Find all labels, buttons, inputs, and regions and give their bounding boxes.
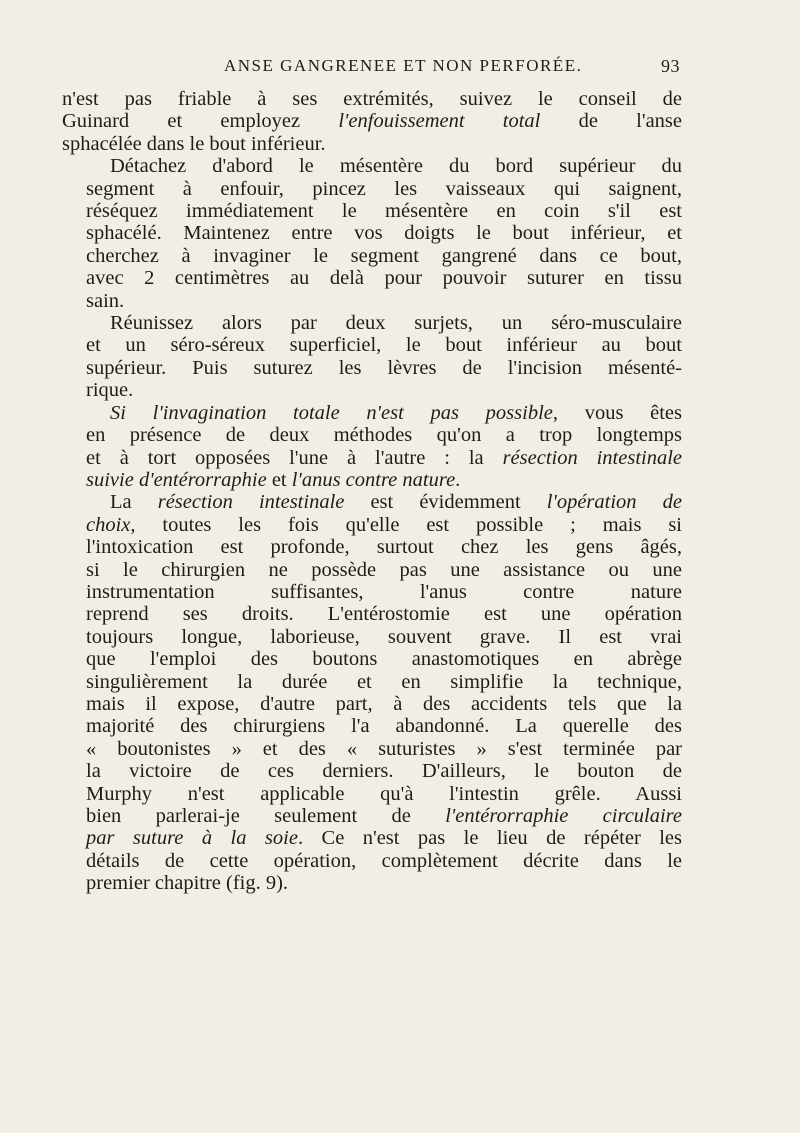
text-run: . Ce n'est pas le lieu de répéter les [297,827,683,850]
text-run: rique. [86,379,134,402]
text-line [62,290,682,312]
text-run: est évidemment [344,491,547,514]
text-run: n'est pas friable à ses extrémités, suivez le conseil de [62,88,682,110]
italic-text-run: suivie d'entérorraphie [86,468,267,491]
text-line [62,200,682,222]
text-line [62,245,682,267]
italic-text-run: l'opération de [546,491,682,514]
text-line [62,760,682,782]
text-run: que l'emploi des boutons anastomotiques en abrège [86,648,682,671]
paragraph [62,312,682,402]
text-run: , toutes les fois qu'elle est possible ; mais si [130,513,682,536]
text-run: instrumentation suffisantes, l'anus contre nature [86,580,682,603]
text-line [62,222,682,244]
text-line [62,88,682,110]
text-line [62,783,682,805]
text-line [62,827,682,849]
italic-text-run: résection intestinale [157,491,345,514]
paragraph [62,491,682,894]
text-line [62,603,682,625]
text-line [62,379,682,401]
text-line [62,447,682,469]
text-line [62,424,682,446]
text-run: Réunissez alors par deux surjets, un séro-musculaire [110,312,682,335]
text-run: « boutonistes » et des « suturistes » s'est terminée par [86,737,682,760]
text-line [62,514,682,536]
text-run: sphacélé. Maintenez entre vos doigts le bout inférieur, et [86,222,682,245]
text-line [62,357,682,379]
text-run: toujours longue, laborieuse, souvent grave. Il est vrai [86,625,682,648]
text-line [62,312,682,334]
text-run: bien parlerai-je seulement de [86,805,446,827]
text-line [62,491,682,513]
text-run: mais il expose, d'autre part, à des accidents tels que la [86,692,682,715]
text-line [62,178,682,200]
text-run: reprend ses droits. L'entérostomie est une opération [86,603,682,626]
text-run: segment à enfouir, pincez les vaisseaux qui saignent, [86,177,682,200]
text-line [62,469,682,491]
italic-text-run: par suture à la soie [86,827,298,850]
text-run: de l'anse [540,110,683,133]
text-line [62,805,682,827]
text-line [62,267,682,289]
text-line [62,648,682,670]
paragraph [62,402,682,492]
text-run: détails de cette opération, complètement décrite dans le [86,849,682,872]
text-run: la victoire de ces derniers. D'ailleurs, le bouton de [86,760,682,783]
text-run: Détachez d'abord le mésentère du bord supérieur du [110,155,682,178]
running-head-title: ANSE GANGRENEE ET NON PERFORÉE. [224,56,583,75]
text-run: supérieur. Puis suturez les lèvres de l'incision mésenté- [86,356,682,379]
running-head [120,56,680,86]
text-line [62,155,682,177]
text-run: La [110,491,158,514]
text-line [62,872,682,894]
text-line [62,715,682,737]
text-line [62,693,682,715]
text-run: l'intoxication est profonde, surtout chez les gens âgés, [86,536,682,559]
italic-text-run: Si l'invagination totale n'est pas possible [110,401,553,424]
text-run: Guinard et employez [62,110,339,133]
text-run: et à tort opposées l'une à l'autre : la [86,446,503,469]
text-run: , vous êtes [552,401,682,424]
paragraph [62,155,682,312]
text-run: avec 2 centimètres au delà pour pouvoir suturer en tissu [86,267,682,290]
text-run: majorité des chirurgiens l'a abandonné. La querelle des [86,715,682,738]
text-line [62,581,682,603]
text-line [62,850,682,872]
text-line [62,626,682,648]
text-run: singulièrement la durée et en simplifie la technique, [86,670,682,693]
text-run: . [455,468,461,491]
text-run: et un séro-séreux superficiel, le bout inférieur au bout [86,334,682,357]
text-run: et [266,468,292,491]
text-run: Murphy n'est applicable qu'à l'intestin grêle. Aussi [86,782,682,805]
text-line [62,536,682,558]
italic-text-run: l'entérorraphie circulaire [445,805,682,827]
text-run: sphacélée dans le bout inférieur. [62,132,326,155]
text-line [62,402,682,424]
text-line [62,133,682,155]
text-run: en présence de deux méthodes qu'on a trop longtemps [86,424,682,447]
italic-text-run: l'enfouissement total [338,110,541,133]
text-run: cherchez à invaginer le segment gangrené dans ce bout, [86,244,682,267]
text-line [62,671,682,693]
text-line [62,559,682,581]
text-run: réséquez immédiatement le mésentère en coin s'il est [86,200,682,223]
page-number: 93 [661,56,680,76]
text-run: si le chirurgien ne possède pas une assistance ou une [86,558,682,581]
text-line [62,738,682,760]
text-run: sain. [86,289,125,312]
text-line [62,334,682,356]
paragraph [62,88,682,155]
body-text [62,88,682,895]
italic-text-run: choix [86,513,131,536]
italic-text-run: l'anus contre nature [291,468,456,491]
text-line [62,110,682,132]
italic-text-run: résection intestinale [502,446,683,469]
text-run: premier chapitre (fig. 9). [86,872,289,895]
